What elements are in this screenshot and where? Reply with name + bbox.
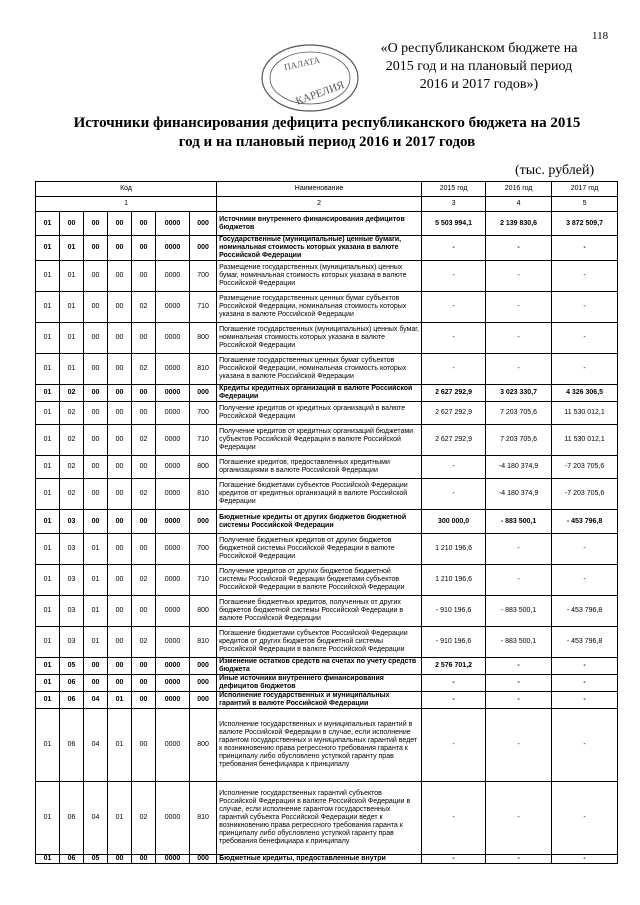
document-title (60, 114, 594, 152)
code-cell: 00 (132, 212, 156, 236)
header-name: Наименование (217, 182, 422, 197)
code-cell: 00 (132, 534, 156, 565)
seal-text-bottom: КАРЕЛИЯ (294, 79, 346, 108)
value-2017-cell: - 453 796,8 (552, 627, 618, 658)
code-cell: 01 (36, 323, 60, 354)
value-2017-cell: - (552, 658, 618, 675)
value-2015-cell: - (422, 354, 486, 385)
table-row (36, 212, 618, 236)
value-2015-cell: 1 210 196,6 (422, 534, 486, 565)
code-cell: 00 (84, 479, 108, 510)
value-2017-cell: 11 530 012,1 (552, 402, 618, 425)
table-row (36, 709, 618, 782)
code-cell: 00 (132, 456, 156, 479)
value-2016-cell: - (486, 658, 552, 675)
units-label: (тыс. рублей) (515, 163, 595, 178)
code-cell: 00 (108, 565, 132, 596)
table-row (36, 354, 618, 385)
code-cell: 01 (84, 596, 108, 627)
name-cell: Бюджетные кредиты, предоставленные внутри (217, 855, 422, 864)
code-cell: 0000 (156, 323, 190, 354)
official-seal (255, 38, 365, 118)
code-cell: 04 (84, 692, 108, 709)
table-row (36, 261, 618, 292)
code-cell: 0000 (156, 692, 190, 709)
financing-sources-table (35, 181, 618, 864)
code-cell: 0000 (156, 658, 190, 675)
value-2017-cell: - (552, 709, 618, 782)
code-cell: 06 (60, 782, 84, 855)
code-cell: 00 (108, 855, 132, 864)
code-cell: 00 (108, 402, 132, 425)
code-cell: 800 (190, 596, 217, 627)
header-2016: 2016 год (486, 182, 552, 197)
value-2016-cell: - (486, 692, 552, 709)
code-cell: 00 (108, 236, 132, 261)
code-cell: 800 (190, 709, 217, 782)
code-cell: 00 (132, 709, 156, 782)
code-cell: 01 (108, 782, 132, 855)
code-cell: 02 (132, 425, 156, 456)
code-cell: 0000 (156, 425, 190, 456)
code-cell: 00 (84, 292, 108, 323)
table-row (36, 692, 618, 709)
code-cell: 01 (36, 510, 60, 534)
table-row (36, 855, 618, 864)
code-cell: 700 (190, 534, 217, 565)
code-cell: 810 (190, 354, 217, 385)
code-cell: 01 (60, 261, 84, 292)
code-cell: 00 (108, 385, 132, 402)
code-cell: 01 (84, 534, 108, 565)
code-cell: 02 (60, 385, 84, 402)
code-cell: 01 (36, 385, 60, 402)
value-2015-cell: 1 210 196,6 (422, 565, 486, 596)
value-2017-cell: - (552, 692, 618, 709)
code-cell: 0000 (156, 675, 190, 692)
code-cell: 00 (108, 456, 132, 479)
name-cell: Погашение бюджетами субъектов Российской Федерации кредитов от других бюджетов бюджетной системы Российской Федерации в валюте Российской Федерации (217, 627, 422, 658)
value-2016-cell: - (486, 534, 552, 565)
code-cell: 01 (60, 236, 84, 261)
code-cell: 0000 (156, 354, 190, 385)
law-reference (368, 40, 590, 94)
code-cell: 0000 (156, 709, 190, 782)
value-2016-cell: - (486, 292, 552, 323)
value-2016-cell: 7 203 705,6 (486, 425, 552, 456)
code-cell: 00 (60, 212, 84, 236)
header-row (36, 182, 618, 197)
table-row (36, 534, 618, 565)
code-cell: 02 (132, 565, 156, 596)
code-cell: 01 (36, 675, 60, 692)
name-cell: Бюджетные кредиты от других бюджетов бюджетной системы Российской Федерации (217, 510, 422, 534)
code-cell: 03 (60, 534, 84, 565)
law-line: 2015 год и на плановый период (385, 59, 573, 74)
value-2016-cell: - 883 500,1 (486, 596, 552, 627)
code-cell: 06 (60, 855, 84, 864)
code-cell: 02 (132, 782, 156, 855)
value-2017-cell: - (552, 354, 618, 385)
code-cell: 700 (190, 402, 217, 425)
name-cell: Погашение бюджетных кредитов, полученных от других бюджетов бюджетной системы Российской Федерации в валюте Российской Федерации (217, 596, 422, 627)
table-row (36, 596, 618, 627)
code-cell: 01 (36, 565, 60, 596)
code-cell: 810 (190, 782, 217, 855)
value-2016-cell: - (486, 323, 552, 354)
value-2015-cell: - (422, 456, 486, 479)
value-2015-cell: - (422, 709, 486, 782)
value-2016-cell: 3 023 330,7 (486, 385, 552, 402)
code-cell: 0000 (156, 565, 190, 596)
header-2015: 2015 год (422, 182, 486, 197)
name-cell: Исполнение государственных и муниципальных гарантий в валюте Российской Федерации в случае, если исполнение гарантом государственных и муниципальных гарантий ведет к возникновению права регрессного требования гаранта к принципалу либо обусловлено уступкой гаранту прав требования бенефициара к принципалу (217, 709, 422, 782)
code-cell: 00 (84, 212, 108, 236)
code-cell: 03 (60, 627, 84, 658)
name-cell: Кредиты кредитных организаций в валюте Российской Федерации (217, 385, 422, 402)
code-cell: 00 (132, 658, 156, 675)
code-cell: 01 (36, 402, 60, 425)
value-2015-cell: 2 627 292,9 (422, 425, 486, 456)
value-2015-cell: - (422, 292, 486, 323)
code-cell: 00 (132, 692, 156, 709)
code-cell: 00 (132, 675, 156, 692)
value-2015-cell: 2 627 292,9 (422, 385, 486, 402)
col-number: 4 (486, 197, 552, 212)
code-cell: 0000 (156, 456, 190, 479)
table-row (36, 479, 618, 510)
value-2016-cell: - (486, 565, 552, 596)
code-cell: 00 (108, 261, 132, 292)
value-2015-cell: - (422, 236, 486, 261)
value-2015-cell: - (422, 855, 486, 864)
code-cell: 000 (190, 855, 217, 864)
code-cell: 00 (84, 354, 108, 385)
table-row (36, 402, 618, 425)
name-cell: Получение кредитов от других бюджетов бюджетной системы Российской Федерации бюджетами субъектов Российской Федерации в валюте Российской Федерации (217, 565, 422, 596)
value-2017-cell: - 453 796,8 (552, 596, 618, 627)
table-row (36, 782, 618, 855)
code-cell: 00 (132, 236, 156, 261)
code-cell: 01 (36, 692, 60, 709)
code-cell: 00 (108, 479, 132, 510)
code-cell: 06 (60, 675, 84, 692)
code-cell: 0000 (156, 479, 190, 510)
name-cell: Государственные (муниципальные) ценные бумаги, номинальная стоимость которых указана в валюте Российской Федерации (217, 236, 422, 261)
value-2015-cell: - 910 196,6 (422, 627, 486, 658)
name-cell: Получение кредитов от кредитных организаций в валюте Российской Федерации (217, 402, 422, 425)
code-cell: 00 (108, 323, 132, 354)
code-cell: 02 (60, 456, 84, 479)
table-row (36, 292, 618, 323)
name-cell: Изменение остатков средств на счетах по учету средств бюджета (217, 658, 422, 675)
code-cell: 00 (108, 675, 132, 692)
code-cell: 01 (108, 709, 132, 782)
code-cell: 0000 (156, 402, 190, 425)
code-cell: 000 (190, 385, 217, 402)
name-cell: Погашение кредитов, предоставленных кредитными организациями в валюте Российской Федерации (217, 456, 422, 479)
name-cell: Иные источники внутреннего финансирования дефицитов бюджетов (217, 675, 422, 692)
table-row (36, 236, 618, 261)
value-2017-cell: 4 326 306,5 (552, 385, 618, 402)
value-2016-cell: - (486, 261, 552, 292)
value-2016-cell: - (486, 782, 552, 855)
code-cell: 05 (60, 658, 84, 675)
code-cell: 03 (60, 565, 84, 596)
code-cell: 06 (60, 709, 84, 782)
code-cell: 01 (36, 236, 60, 261)
column-number-row (36, 197, 618, 212)
code-cell: 00 (84, 323, 108, 354)
value-2017-cell: - (552, 236, 618, 261)
name-cell: Получение кредитов от кредитных организаций бюджетами субъектов Российской Федерации в валюте Российской Федерации (217, 425, 422, 456)
table-row (36, 456, 618, 479)
col-number: 5 (552, 197, 618, 212)
code-cell: 01 (36, 709, 60, 782)
col-number: 2 (217, 197, 422, 212)
table-row (36, 510, 618, 534)
code-cell: 0000 (156, 855, 190, 864)
title-line: год и на плановый период 2016 и 2017 годов (178, 134, 476, 150)
seal-text-top: ПАЛАТА (283, 54, 321, 73)
value-2016-cell: - 883 500,1 (486, 510, 552, 534)
value-2016-cell: -4 180 374,9 (486, 479, 552, 510)
value-2016-cell: - 883 500,1 (486, 627, 552, 658)
value-2016-cell: 2 139 830,6 (486, 212, 552, 236)
code-cell: 000 (190, 692, 217, 709)
code-cell: 03 (60, 596, 84, 627)
col-number: 1 (36, 197, 217, 212)
code-cell: 01 (36, 292, 60, 323)
law-line: 2016 и 2017 годов») (419, 77, 539, 92)
code-cell: 02 (60, 425, 84, 456)
code-cell: 00 (132, 385, 156, 402)
code-cell: 700 (190, 261, 217, 292)
table-row (36, 425, 618, 456)
code-cell: 00 (84, 510, 108, 534)
value-2016-cell: - (486, 675, 552, 692)
value-2016-cell: - (486, 236, 552, 261)
value-2015-cell: - (422, 782, 486, 855)
value-2017-cell: - (552, 261, 618, 292)
code-cell: 01 (36, 596, 60, 627)
page-number: 118 (592, 30, 609, 42)
code-cell: 0000 (156, 236, 190, 261)
code-cell: 710 (190, 565, 217, 596)
table-row (36, 565, 618, 596)
code-cell: 01 (36, 658, 60, 675)
code-cell: 00 (132, 323, 156, 354)
code-cell: 01 (60, 292, 84, 323)
code-cell: 01 (36, 456, 60, 479)
value-2016-cell: 7 203 705,6 (486, 402, 552, 425)
code-cell: 02 (132, 292, 156, 323)
value-2015-cell: 2 576 701,2 (422, 658, 486, 675)
value-2017-cell: - (552, 323, 618, 354)
name-cell: Погашение государственных (муниципальных) ценных бумаг, номинальная стоимость которых указана в валюте Российской Федерации (217, 323, 422, 354)
code-cell: 0000 (156, 261, 190, 292)
title-line: Источники финансирования дефицита республиканского бюджета на 2015 (73, 115, 581, 131)
code-cell: 0000 (156, 596, 190, 627)
code-cell: 000 (190, 510, 217, 534)
header-2017: 2017 год (552, 182, 618, 197)
code-cell: 00 (108, 354, 132, 385)
value-2017-cell: - (552, 292, 618, 323)
code-cell: 00 (84, 261, 108, 292)
code-cell: 00 (84, 236, 108, 261)
value-2017-cell: - (552, 565, 618, 596)
value-2015-cell: - 910 196,6 (422, 596, 486, 627)
value-2016-cell: - (486, 709, 552, 782)
value-2017-cell: -7 203 705,6 (552, 456, 618, 479)
code-cell: 0000 (156, 292, 190, 323)
code-cell: 00 (108, 292, 132, 323)
law-line: «О республиканском бюджете на (380, 41, 578, 56)
name-cell: Размещение государственных ценных бумаг субъектов Российской Федерации, номинальная стоимость которых указана в валюте Российской Федерации (217, 292, 422, 323)
value-2015-cell: 300 000,0 (422, 510, 486, 534)
value-2017-cell: - (552, 782, 618, 855)
code-cell: 00 (108, 425, 132, 456)
code-cell: 00 (108, 534, 132, 565)
code-cell: 000 (190, 212, 217, 236)
code-cell: 02 (132, 354, 156, 385)
code-cell: 02 (132, 479, 156, 510)
value-2015-cell: - (422, 479, 486, 510)
code-cell: 800 (190, 456, 217, 479)
header-code: Код (36, 182, 217, 197)
table-row (36, 627, 618, 658)
code-cell: 00 (108, 510, 132, 534)
code-cell: 02 (60, 479, 84, 510)
code-cell: 710 (190, 425, 217, 456)
name-cell: Исполнение государственных гарантий субъектов Российской Федерации в валюте Российской Федерации в случае, если исполнение гарантом государственных гарантий субъекта Российской Федерации ведет к возникновению права регрессного требования гаранта к принципалу либо обусловлено уступкой гаранту прав требования бенефициара к принципалу (217, 782, 422, 855)
code-cell: 01 (36, 534, 60, 565)
col-number: 3 (422, 197, 486, 212)
code-cell: 02 (132, 627, 156, 658)
code-cell: 00 (108, 627, 132, 658)
table-body (36, 182, 618, 864)
code-cell: 000 (190, 658, 217, 675)
code-cell: 03 (60, 510, 84, 534)
code-cell: 01 (108, 692, 132, 709)
code-cell: 00 (108, 658, 132, 675)
code-cell: 01 (36, 212, 60, 236)
code-cell: 02 (60, 402, 84, 425)
name-cell: Получение бюджетных кредитов от других бюджетов бюджетной системы Российской Федерации в валюте Российской Федерации (217, 534, 422, 565)
name-cell: Размещение государственных (муниципальных) ценных бумаг, номинальная стоимость которых указана в валюте Российской Федерации (217, 261, 422, 292)
value-2017-cell: - 453 796,8 (552, 510, 618, 534)
code-cell: 00 (132, 510, 156, 534)
table-row (36, 323, 618, 354)
value-2017-cell: -7 203 705,6 (552, 479, 618, 510)
value-2015-cell: - (422, 675, 486, 692)
code-cell: 00 (108, 212, 132, 236)
code-cell: 01 (36, 627, 60, 658)
value-2016-cell: -4 180 374,9 (486, 456, 552, 479)
value-2016-cell: - (486, 855, 552, 864)
value-2017-cell: 11 530 012,1 (552, 425, 618, 456)
value-2015-cell: - (422, 692, 486, 709)
code-cell: 01 (36, 425, 60, 456)
code-cell: 0000 (156, 534, 190, 565)
code-cell: 00 (108, 596, 132, 627)
value-2017-cell: - (552, 855, 618, 864)
code-cell: 01 (36, 782, 60, 855)
code-cell: 00 (84, 425, 108, 456)
code-cell: 00 (84, 456, 108, 479)
code-cell: 0000 (156, 385, 190, 402)
code-cell: 800 (190, 323, 217, 354)
value-2015-cell: 5 503 994,1 (422, 212, 486, 236)
table-row (36, 658, 618, 675)
code-cell: 00 (132, 402, 156, 425)
code-cell: 00 (84, 402, 108, 425)
code-cell: 0000 (156, 627, 190, 658)
name-cell: Источники внутреннего финансирования дефицитов бюджетов (217, 212, 422, 236)
code-cell: 04 (84, 709, 108, 782)
value-2015-cell: 2 627 292,9 (422, 402, 486, 425)
code-cell: 01 (60, 354, 84, 385)
code-cell: 0000 (156, 510, 190, 534)
code-cell: 710 (190, 292, 217, 323)
code-cell: 00 (132, 261, 156, 292)
code-cell: 000 (190, 236, 217, 261)
code-cell: 00 (84, 675, 108, 692)
code-cell: 00 (84, 658, 108, 675)
value-2017-cell: 3 872 509,7 (552, 212, 618, 236)
code-cell: 00 (132, 855, 156, 864)
code-cell: 01 (36, 479, 60, 510)
code-cell: 05 (84, 855, 108, 864)
code-cell: 06 (60, 692, 84, 709)
value-2016-cell: - (486, 354, 552, 385)
code-cell: 0000 (156, 212, 190, 236)
value-2015-cell: - (422, 323, 486, 354)
name-cell: Погашение бюджетами субъектов Российской Федерации кредитов от кредитных организаций в валюте Российской Федерации (217, 479, 422, 510)
name-cell: Погашение государственных ценных бумаг субъектов Российской Федерации, номинальная стоимость которых указана в валюте Российской Федерации (217, 354, 422, 385)
code-cell: 01 (36, 855, 60, 864)
code-cell: 01 (84, 627, 108, 658)
code-cell: 000 (190, 675, 217, 692)
code-cell: 01 (60, 323, 84, 354)
code-cell: 01 (36, 354, 60, 385)
value-2015-cell: - (422, 261, 486, 292)
code-cell: 01 (84, 565, 108, 596)
value-2017-cell: - (552, 534, 618, 565)
code-cell: 0000 (156, 782, 190, 855)
code-cell: 00 (84, 385, 108, 402)
code-cell: 810 (190, 627, 217, 658)
table-row (36, 675, 618, 692)
code-cell: 01 (36, 261, 60, 292)
table-row (36, 385, 618, 402)
code-cell: 810 (190, 479, 217, 510)
code-cell: 00 (132, 596, 156, 627)
value-2017-cell: - (552, 675, 618, 692)
code-cell: 04 (84, 782, 108, 855)
name-cell: Исполнение государственных и муниципальных гарантий в валюте Российской Федерации (217, 692, 422, 709)
